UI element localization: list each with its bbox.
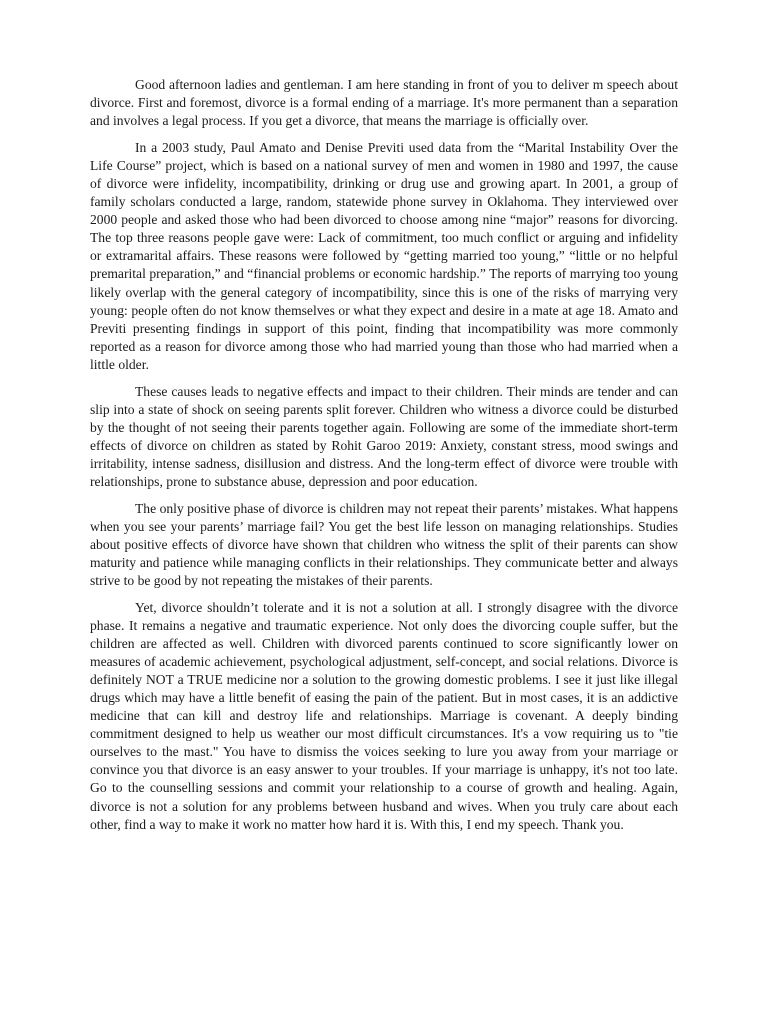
paragraph-conclusion: Yet, divorce shouldn’t tolerate and it is not a solution at all. I strongly disagree with the divorce phase. It remains a negative and traumatic experience. Not only does the divorcing couple suffer, but the children are affected as well. Children with divorced parents continued to score significantly lower on measures of academic achievement, psychological adjustment, self-concept, and social relations. Divorce is definitely NOT a TRUE medicine nor a solution to the growing domestic problems. I see it just like illegal drugs which may have a little benefit of easing the pain of the patient. But in most cases, it is an addictive medicine that can kill and destroy life and relationships. Marriage is covenant. A deeply binding commitment designed to help us weather our most difficult circumstances. It's a vow requiring us to "tie ourselves to the mast." You have to dismiss the voices seeking to lure you away from your marriage or convince you that divorce is an easy answer to your troubles. If your marriage is unhappy, it's not too late. Go to the counselling sessions and commit your relationship to a course of growth and healing. Again, divorce is not a solution for any problems between husband and wives. When you truly care about each other, find a way to make it work no matter how hard it is. With this, I end my speech. Thank you. xyxy=(90,599,678,832)
paragraph-positive-phase: The only positive phase of divorce is children may not repeat their parents’ mistakes. What happens when you see your parents’ marriage fail? You get the best life lesson on managing relationships. Studies about positive effects of divorce have shown that children who witness the split of their parents can show maturity and patience while managing conflicts in their relationships. They communicate better and always strive to be good by not repeating the mistakes of their parents. xyxy=(90,500,678,588)
paragraph-effects-on-children: These causes leads to negative effects and impact to their children. Their minds are tender and can slip into a state of shock on seeing parents split forever. Children who witness a divorce could be disturbed by the thought of not seeing their parents together again. Following are some of the immediate short-term effects of divorce on children as stated by Rohit Garoo 2019: Anxiety, constant stress, mood swings and irritability, intense sadness, disillusion and distress. And the long-term effect of divorce were trouble with relationships, prone to substance abuse, depression and poor education. xyxy=(90,383,678,489)
paragraph-introduction: Good afternoon ladies and gentleman. I am here standing in front of you to deliver m speech about divorce. First and foremost, divorce is a formal ending of a marriage. It's more permanent than a separation and involves a legal process. If you get a divorce, that means the marriage is officially over. xyxy=(90,77,678,129)
paragraph-causes: In a 2003 study, Paul Amato and Denise Previti used data from the “Marital Instability Over the Life Course” project, which is based on a national survey of men and women in 1980 and 1997, the cause of divorce were infidelity, incompatibility, drinking or drug use and growing apart. In 2001, a group of family scholars conducted a large, random, statewide phone survey in Oklahoma. They interviewed over 2000 people and asked those who had been divorced to choose among nine “major” reasons for divorcing. The top three reasons people gave were: Lack of commitment, too much conflict or arguing and infidelity or extramarital affairs. These reasons were followed by “getting married too young,” “little or no helpful premarital preparation,” and “financial problems or economic hardship.” The reports of marrying too young likely overlap with the general category of incompatibility, since this is one of the risks of marrying very young: people often do not know themselves or what they expect and desire in a mate at age 18. Amato and Previti presenting findings in support of this point, finding that incompatibility was more commonly reported as a reason for divorce among those who had married young than those who had married when a little older. xyxy=(90,139,678,372)
document-page xyxy=(90,76,678,842)
